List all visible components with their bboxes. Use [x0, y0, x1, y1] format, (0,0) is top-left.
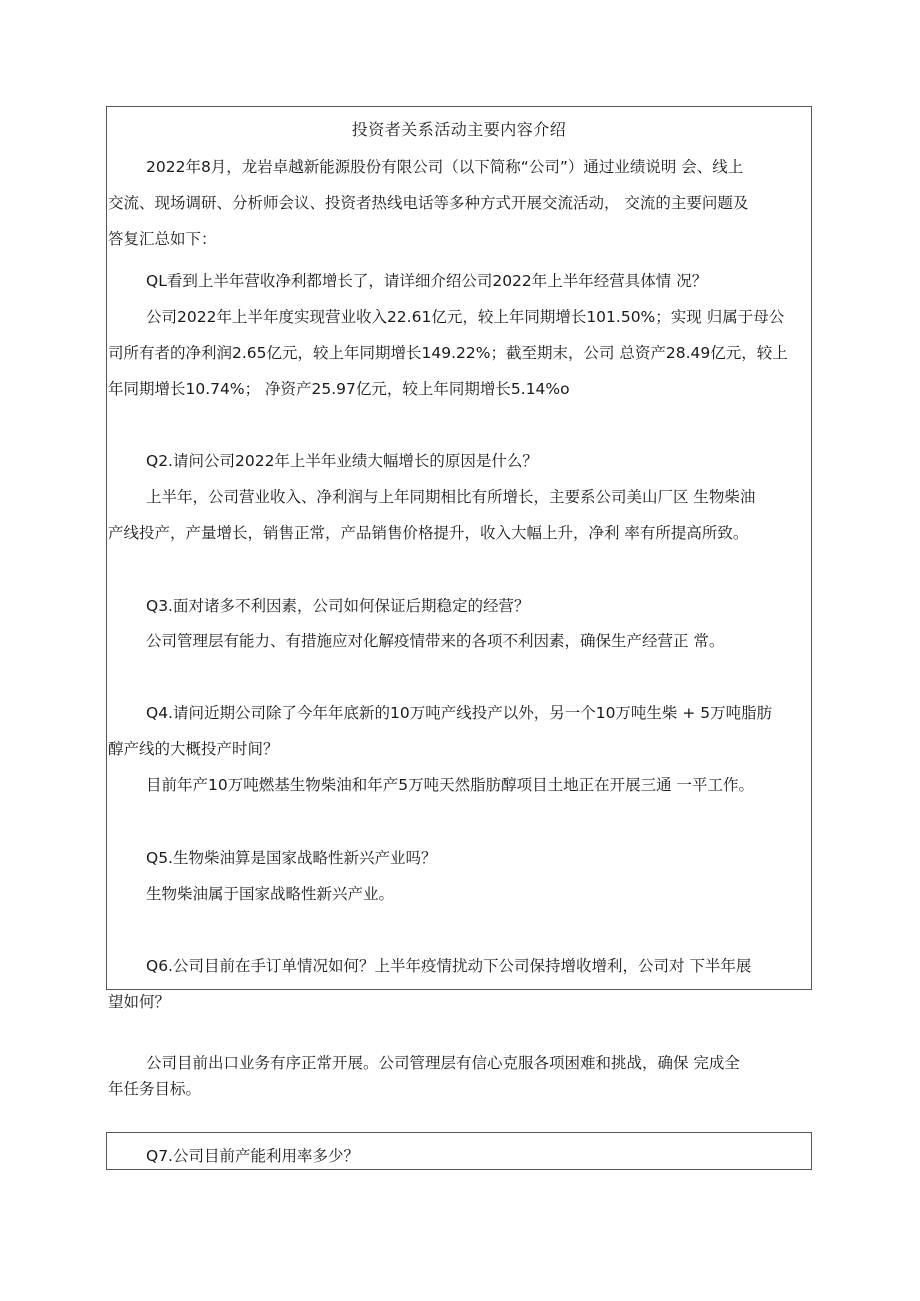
answer-4-line: 目前年产10万吨燃基生物柴油和年产5万吨天然脂肪醇项目土地正在开展三通 一平工作。 — [146, 776, 755, 794]
question-4: 醇产线的大概投产时间？ — [108, 740, 279, 758]
intro-line: 答复汇总如下： — [108, 230, 217, 248]
question-5: Q5.生物柴油算是国家战略性新兴产业吗？ — [146, 849, 437, 867]
answer-1-line: 年同期增长10.74%； 净资产25.97亿元，较上年同期增长5.14%o — [108, 380, 570, 398]
question-1: QL看到上半年营收净利都增长了，请详细介绍公司2022年上半年经营具体情 况？ — [146, 272, 708, 290]
answer-1-line: 司所有者的净利润2.65亿元，较上年同期增长149.22%；截至期末，公司 总资产28.49亿元，较上 — [108, 344, 788, 362]
intro-line: 2022年8月，龙岩卓越新能源股份有限公司（以下简称“公司”）通过业绩说明 会、线上 — [146, 158, 744, 176]
question-6: Q6.公司目前在手订单情况如何？上半年疫情扰动下公司保持增收增利，公司对 下半年展 — [146, 957, 752, 975]
answer-1-line: 公司2022年上半年度实现营业收入22.61亿元，较上年同期增长101.50%；实现 归属于母公 — [146, 308, 785, 326]
answer-2-line: 产线投产，产量增长，销售正常，产品销售价格提升，收入大幅上升，净利 率有所提高所致。 — [108, 524, 749, 542]
question-2: Q2.请问公司2022年上半年业绩大幅增长的原因是什么？ — [146, 452, 538, 470]
question-7: Q7.公司目前产能利用率多少？ — [146, 1147, 359, 1165]
question-6: 望如何？ — [108, 993, 171, 1011]
question-3: Q3.面对诸多不利因素，公司如何保证后期稳定的经营？ — [146, 597, 530, 615]
question-4: Q4.请问近期公司除了今年年底新的10万吨产线投产以外，另一个10万吨生柴 + 5万吨脂肪 — [146, 704, 773, 722]
answer-2-line: 上半年，公司营业收入、净利润与上年同期相比有所增长，主要系公司美山厂区 生物柴油 — [146, 488, 756, 506]
answer-3-line: 公司管理层有能力、有措施应对化解疫情带来的各项不利因素，确保生产经营正 常。 — [146, 632, 725, 650]
answer-5-line: 生物柴油属于国家战略性新兴产业。 — [146, 885, 395, 903]
page-title: 投资者关系活动主要内容介绍 — [351, 120, 567, 139]
intro-line: 交流、现场调研、分析师会议、投资者热线电话等多种方式开展交流活动， 交流的主要问题及 — [108, 194, 749, 212]
answer-6-line: 年任务目标。 — [108, 1080, 202, 1098]
answer-6-line: 公司目前出口业务有序正常开展。公司管理层有信心克服各项困难和挑战，确保 完成全 — [146, 1054, 740, 1072]
